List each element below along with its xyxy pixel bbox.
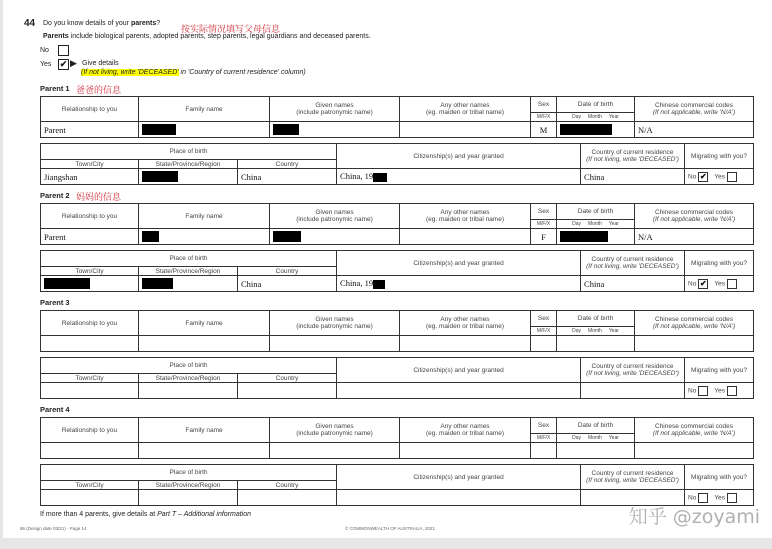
redacted-block (373, 280, 385, 289)
relationship-header: Relationship to you (41, 311, 139, 336)
dob-field[interactable] (557, 443, 635, 459)
citizenship-field[interactable]: China, 19 (337, 276, 581, 292)
redacted-block (273, 231, 301, 242)
country-field[interactable] (238, 490, 337, 506)
given-names-header: Given names (include patronymic name) (270, 97, 400, 122)
sex-header: Sex (531, 204, 557, 220)
migrating-header: Migrating with you? (685, 465, 754, 490)
place-of-birth-header: Place of birth (41, 144, 337, 160)
parent-2-birth-table (40, 250, 754, 292)
sex-field[interactable] (531, 336, 557, 352)
migrating-no-checkbox[interactable] (698, 493, 708, 503)
no-checkbox[interactable] (58, 45, 69, 56)
dob-header: Date of birth (557, 204, 635, 220)
state-field[interactable] (139, 490, 238, 506)
footer-page-info: 86 (Design date 03/21) - Page 14 (20, 526, 87, 531)
relationship-field[interactable]: Parent (41, 229, 139, 245)
sex-sub-header: M/F/X (531, 113, 557, 122)
sex-header: Sex (531, 97, 557, 113)
sex-header: Sex (531, 311, 557, 327)
yes-checkbox[interactable]: ✔ (59, 59, 68, 69)
give-details-label: Give details (82, 60, 119, 67)
family-name-header: Family name (139, 311, 270, 336)
dob-field[interactable] (557, 336, 635, 352)
parent-1-title: Parent 1 (40, 84, 70, 93)
question-number: 44 (24, 18, 36, 29)
parent-2-details-table (40, 203, 754, 245)
form-page (3, 0, 772, 538)
family-name-field[interactable] (139, 229, 270, 245)
town-field[interactable] (41, 383, 139, 399)
given-names-field[interactable] (270, 443, 400, 459)
migrating-header: Migrating with you? (685, 144, 754, 169)
state-header: State/Province/Region (139, 374, 238, 383)
family-name-field[interactable] (139, 122, 270, 138)
citizenship-field[interactable]: China, 19 (337, 169, 581, 185)
other-names-field[interactable] (400, 336, 531, 352)
relationship-field[interactable] (41, 443, 139, 459)
ccc-header: Chinese commercial codes (If not applicable, write 'N/A') (635, 204, 754, 229)
migrating-no-checkbox[interactable]: ✔ (699, 171, 707, 181)
ccc-field[interactable]: N/A (635, 122, 754, 138)
given-names-field[interactable] (270, 122, 400, 138)
town-field[interactable] (41, 490, 139, 506)
country-field[interactable]: China (238, 169, 337, 185)
parent-2-title: Parent 2 (40, 191, 70, 200)
given-names-header: Given names (include patronymic name) (270, 418, 400, 443)
residence-header: Country of current residence (If not living, write 'DECEASED') (581, 251, 685, 276)
relationship-header: Relationship to you (41, 204, 139, 229)
no-label: No (40, 47, 49, 54)
parent-3-birth-table (40, 357, 754, 399)
dob-sub-header: Day Month Year (557, 113, 635, 122)
residence-header: Country of current residence (If not living, write 'DECEASED') (581, 144, 685, 169)
parent-3-title: Parent 3 (40, 298, 70, 307)
watermark: 知乎 @zoyami (628, 506, 760, 528)
town-header: Town/City (41, 374, 139, 383)
given-names-header: Given names (include patronymic name) (270, 311, 400, 336)
country-header: Country (238, 267, 337, 276)
annotation-fill-parents: 按实际情况填写父母信息 (181, 25, 281, 35)
place-of-birth-header: Place of birth (41, 465, 337, 481)
state-header: State/Province/Region (139, 160, 238, 169)
parent-1-birth-table (40, 143, 754, 185)
relationship-field[interactable] (41, 336, 139, 352)
parent-1-details-table (40, 96, 754, 138)
sex-field[interactable]: M (531, 122, 557, 138)
family-name-field[interactable] (139, 336, 270, 352)
migrating-yes-checkbox[interactable] (727, 386, 737, 396)
ccc-field[interactable]: N/A (635, 229, 754, 245)
town-header: Town/City (41, 160, 139, 169)
residence-header: Country of current residence (If not living, write 'DECEASED') (581, 465, 685, 490)
residence-field[interactable]: China (581, 169, 685, 185)
given-names-header: Given names (include patronymic name) (270, 204, 400, 229)
dob-field[interactable] (557, 229, 635, 245)
country-header: Country (238, 374, 337, 383)
state-field[interactable] (139, 276, 238, 292)
town-header: Town/City (41, 267, 139, 276)
state-field[interactable] (139, 169, 238, 185)
sex-sub-header: M/F/X (531, 434, 557, 443)
citizenship-header: Citizenship(s) and year granted (337, 144, 581, 169)
parent-3-details-table (40, 310, 754, 352)
place-of-birth-header: Place of birth (41, 251, 337, 267)
migrating-field: No Yes (685, 490, 754, 506)
redacted-block (44, 278, 90, 289)
other-names-header: Any other names (eg. maiden or tribal name) (400, 311, 531, 336)
family-name-header: Family name (139, 204, 270, 229)
residence-header: Country of current residence (If not living, write 'DECEASED') (581, 358, 685, 383)
given-names-field[interactable] (270, 229, 400, 245)
ccc-field[interactable] (635, 443, 754, 459)
redacted-block (560, 231, 608, 242)
citizenship-header: Citizenship(s) and year granted (337, 358, 581, 383)
other-names-field[interactable] (400, 443, 531, 459)
dob-header: Date of birth (557, 418, 635, 434)
sex-field[interactable] (531, 443, 557, 459)
relationship-header: Relationship to you (41, 418, 139, 443)
citizenship-header: Citizenship(s) and year granted (337, 465, 581, 490)
arrow-right-icon: ▶ (70, 58, 77, 68)
sex-sub-header: M/F/X (531, 327, 557, 336)
country-header: Country (238, 160, 337, 169)
citizenship-header: Citizenship(s) and year granted (337, 251, 581, 276)
migrating-header: Migrating with you? (685, 358, 754, 383)
state-header: State/Province/Region (139, 481, 238, 490)
migrating-header: Migrating with you? (685, 251, 754, 276)
parent-1-annotation: 爸爸的信息 (76, 86, 122, 96)
migrating-yes-checkbox[interactable] (727, 279, 737, 289)
place-of-birth-header: Place of birth (41, 358, 337, 374)
other-names-field[interactable] (400, 229, 531, 245)
parent-2-annotation: 妈妈的信息 (76, 193, 122, 203)
family-name-header: Family name (139, 97, 270, 122)
redacted-block (142, 124, 176, 135)
redacted-block (273, 124, 299, 135)
parent-4-birth-table (40, 464, 754, 506)
other-names-header: Any other names (eg. maiden or tribal name) (400, 97, 531, 122)
migrating-no-checkbox[interactable] (698, 386, 708, 396)
dob-sub-header: Day Month Year (557, 327, 635, 336)
town-field[interactable]: Jiangshan (41, 169, 139, 185)
residence-field[interactable]: China (581, 276, 685, 292)
dob-header: Date of birth (557, 97, 635, 113)
dob-sub-header: Day Month Year (557, 434, 635, 443)
country-field[interactable] (238, 383, 337, 399)
question-text: Do you know details of your parents? (43, 20, 161, 27)
dob-sub-header: Day Month Year (557, 220, 635, 229)
redacted-block (373, 173, 387, 182)
redacted-block (142, 231, 159, 242)
citizenship-field[interactable] (337, 383, 581, 399)
migrating-field: No ✔ Yes (685, 169, 754, 185)
redacted-block (142, 171, 178, 182)
sex-header: Sex (531, 418, 557, 434)
dob-field[interactable] (557, 122, 635, 138)
sex-field[interactable]: F (531, 229, 557, 245)
family-name-field[interactable] (139, 443, 270, 459)
ccc-header: Chinese commercial codes (If not applicable, write 'N/A') (635, 311, 754, 336)
state-field[interactable] (139, 383, 238, 399)
town-header: Town/City (41, 481, 139, 490)
other-names-header: Any other names (eg. maiden or tribal name) (400, 204, 531, 229)
migrating-yes-checkbox[interactable] (727, 493, 737, 503)
more-parents-note: If more than 4 parents, give details at Part T – Additional information (40, 511, 252, 518)
country-header: Country (238, 481, 337, 490)
residence-field[interactable] (581, 383, 685, 399)
citizenship-field[interactable] (337, 490, 581, 506)
migrating-no-checkbox[interactable]: ✔ (699, 278, 707, 288)
redacted-block (560, 124, 612, 135)
migrating-field: No ✔ Yes (685, 276, 754, 292)
footer-copyright: © COMMONWEALTH OF AUSTRALIA, 2021 (345, 526, 435, 531)
dob-header: Date of birth (557, 311, 635, 327)
ccc-header: Chinese commercial codes (If not applicable, write 'N/A') (635, 97, 754, 122)
migrating-yes-checkbox[interactable] (727, 172, 737, 182)
parent-4-details-table (40, 417, 754, 459)
ccc-field[interactable] (635, 336, 754, 352)
ccc-header: Chinese commercial codes (If not applicable, write 'N/A') (635, 418, 754, 443)
country-field[interactable]: China (238, 276, 337, 292)
state-header: State/Province/Region (139, 267, 238, 276)
parent-4-title: Parent 4 (40, 405, 70, 414)
other-names-header: Any other names (eg. maiden or tribal name) (400, 418, 531, 443)
sex-sub-header: M/F/X (531, 220, 557, 229)
given-names-field[interactable] (270, 336, 400, 352)
parents-definition: Parents include biological parents, adopted parents, step parents, legal guardians and deceased parents. (43, 33, 371, 40)
redacted-block (142, 278, 173, 289)
deceased-note: (If not living, write 'DECEASED' in 'Country of current residence' column) (81, 69, 306, 76)
family-name-header: Family name (139, 418, 270, 443)
town-field[interactable] (41, 276, 139, 292)
other-names-field[interactable] (400, 122, 531, 138)
relationship-field[interactable]: Parent (41, 122, 139, 138)
relationship-header: Relationship to you (41, 97, 139, 122)
migrating-field: No Yes (685, 383, 754, 399)
yes-label: Yes (40, 61, 52, 68)
